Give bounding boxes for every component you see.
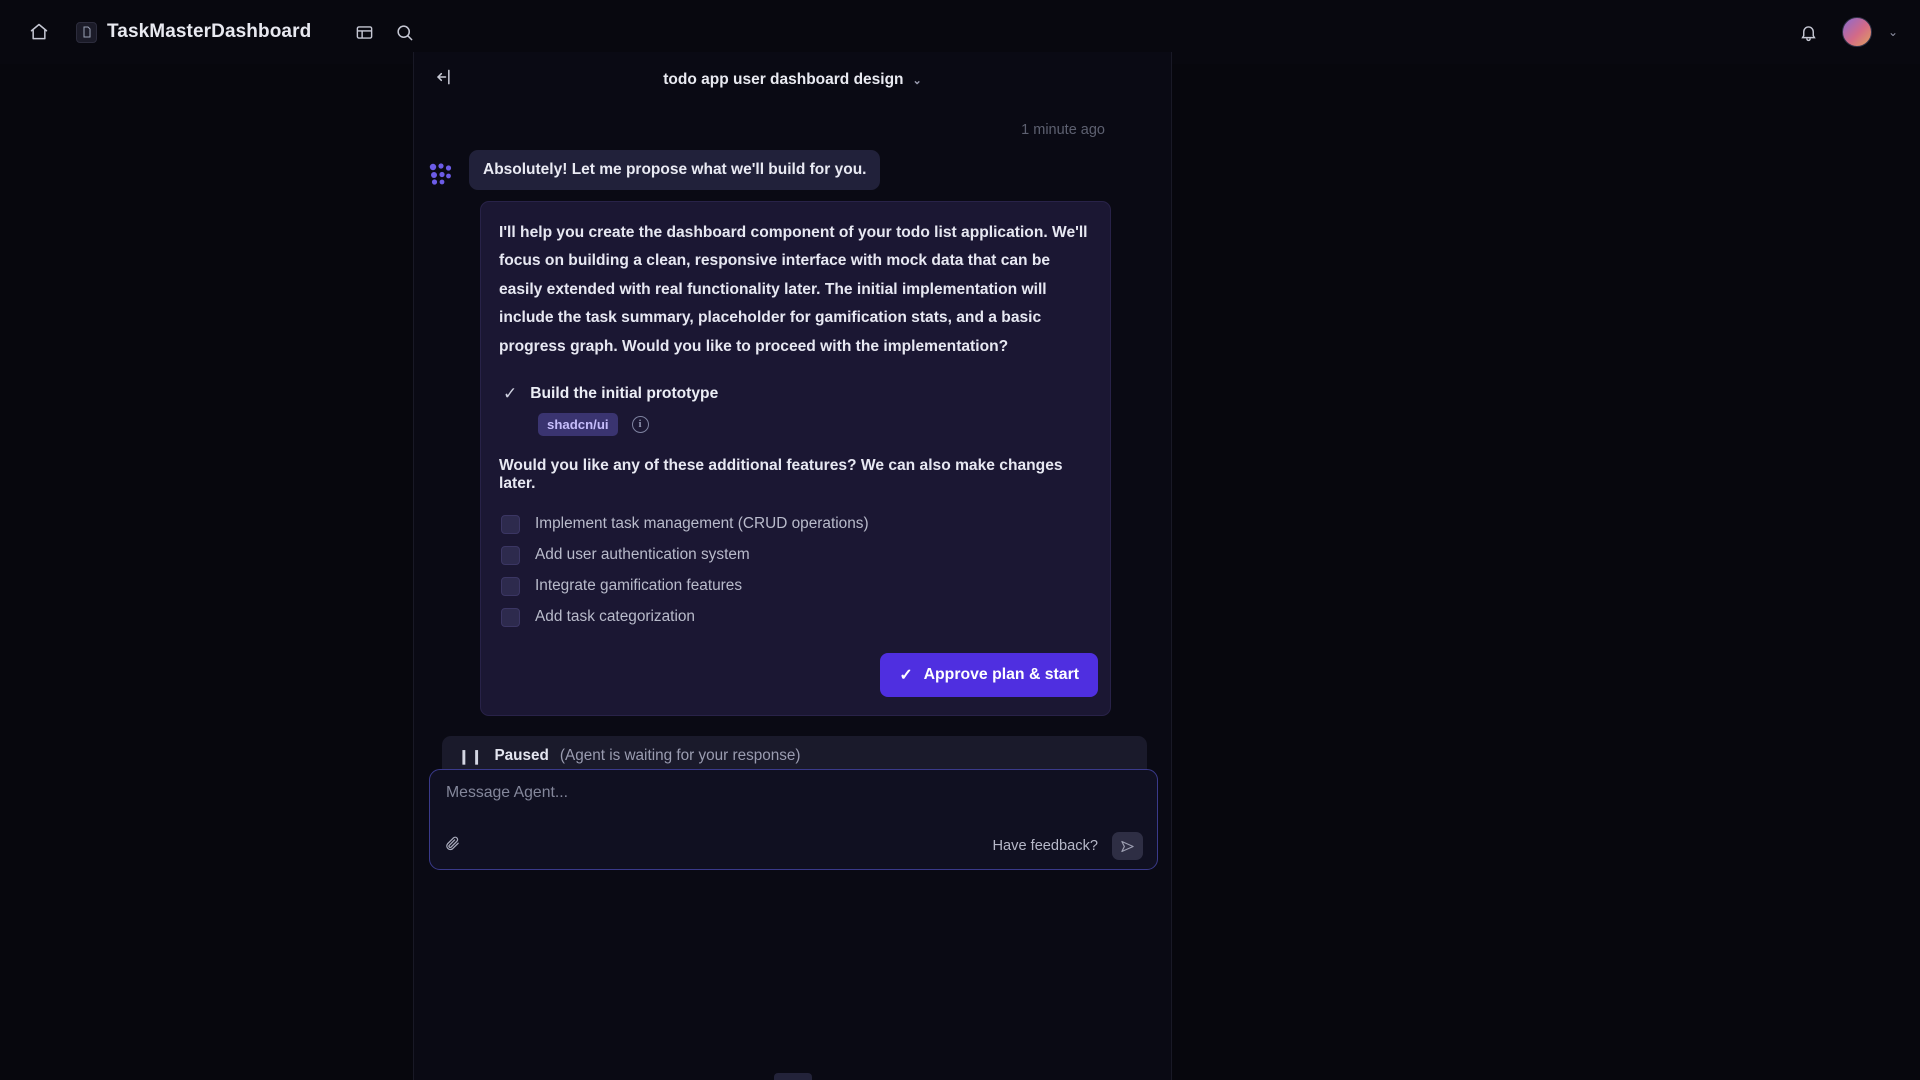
- feature-options-list: [501, 509, 1092, 633]
- plan-footer: [481, 639, 1110, 715]
- option-label: Add user authentication system: [535, 546, 750, 564]
- chevron-down-icon[interactable]: ⌄: [912, 74, 922, 87]
- info-icon[interactable]: i: [632, 416, 649, 433]
- panel-resize-handle[interactable]: [774, 1073, 812, 1080]
- checkbox-icon[interactable]: [501, 546, 520, 565]
- assistant-message: [414, 138, 1171, 190]
- tech-tag[interactable]: shadcn/ui: [538, 413, 618, 436]
- option-label: Add task categorization: [535, 608, 695, 626]
- panel-icon[interactable]: [347, 15, 381, 49]
- option-label: Implement task management (CRUD operations): [535, 515, 869, 533]
- assistant-avatar-icon: [427, 160, 455, 188]
- approve-plan-button[interactable]: [880, 653, 1098, 697]
- thread-title-text: todo app user dashboard design: [663, 71, 904, 88]
- thread-header: [414, 52, 1171, 108]
- list-item[interactable]: [501, 509, 1092, 540]
- checkbox-icon[interactable]: [501, 515, 520, 534]
- list-item[interactable]: [501, 540, 1092, 571]
- features-question: Would you like any of these additional features? We can also make changes later.: [499, 456, 1063, 492]
- checkbox-icon[interactable]: [501, 577, 520, 596]
- message-timestamp: 1 minute ago: [1021, 122, 1105, 138]
- message-input[interactable]: [446, 784, 1141, 802]
- message-composer[interactable]: [429, 769, 1158, 870]
- plan-tag-row: [538, 413, 1092, 436]
- top-bar-right: [1792, 15, 1898, 49]
- plan-card: [480, 201, 1111, 716]
- composer-footer: [444, 832, 1143, 860]
- conversation-panel: [413, 52, 1172, 1080]
- plan-task-row: [499, 385, 1092, 403]
- top-bar-left: [22, 15, 421, 49]
- checkbox-icon[interactable]: [501, 608, 520, 627]
- chevron-down-icon[interactable]: ⌄: [1887, 25, 1898, 39]
- project-chip[interactable]: [70, 17, 317, 47]
- assistant-greeting: Absolutely! Let me propose what we'll build for you.: [469, 150, 880, 190]
- status-label: Paused: [494, 747, 549, 764]
- check-icon: ✓: [899, 666, 913, 684]
- home-icon[interactable]: [22, 15, 56, 49]
- plan-task-label: Build the initial prototype: [530, 384, 719, 402]
- project-name: TaskMasterDashboard: [107, 21, 312, 42]
- send-icon[interactable]: [1112, 832, 1143, 860]
- list-item[interactable]: [501, 602, 1092, 633]
- feedback-link[interactable]: Have feedback?: [992, 838, 1098, 854]
- search-icon[interactable]: [387, 15, 421, 49]
- pause-icon: ❙❙: [458, 747, 484, 764]
- check-icon: ✓: [503, 384, 518, 404]
- composer-right: [993, 832, 1143, 860]
- list-item[interactable]: [501, 571, 1092, 602]
- paperclip-icon[interactable]: [444, 835, 461, 857]
- back-arrow-icon[interactable]: [426, 60, 460, 94]
- status-detail: (Agent is waiting for your response): [559, 747, 801, 764]
- bell-icon[interactable]: [1792, 15, 1826, 49]
- avatar[interactable]: [1842, 17, 1872, 47]
- thread-title[interactable]: [663, 71, 922, 89]
- plan-intro-text: I'll help you create the dashboard component of your todo list application. We'll focus on building a clean, responsive interface with mock data that can be easily extended with real functionality later. The initial implementation will include the task summary, placeholder for gamification stats, and a basic progress graph. Would you like to proceed with the implementation?: [499, 224, 1088, 355]
- option-label: Integrate gamification features: [535, 577, 743, 595]
- approve-plan-label: Approve plan & start: [923, 665, 1079, 683]
- file-icon: [76, 22, 97, 43]
- plan-body: [481, 202, 1110, 639]
- top-bar-tools: [347, 15, 421, 49]
